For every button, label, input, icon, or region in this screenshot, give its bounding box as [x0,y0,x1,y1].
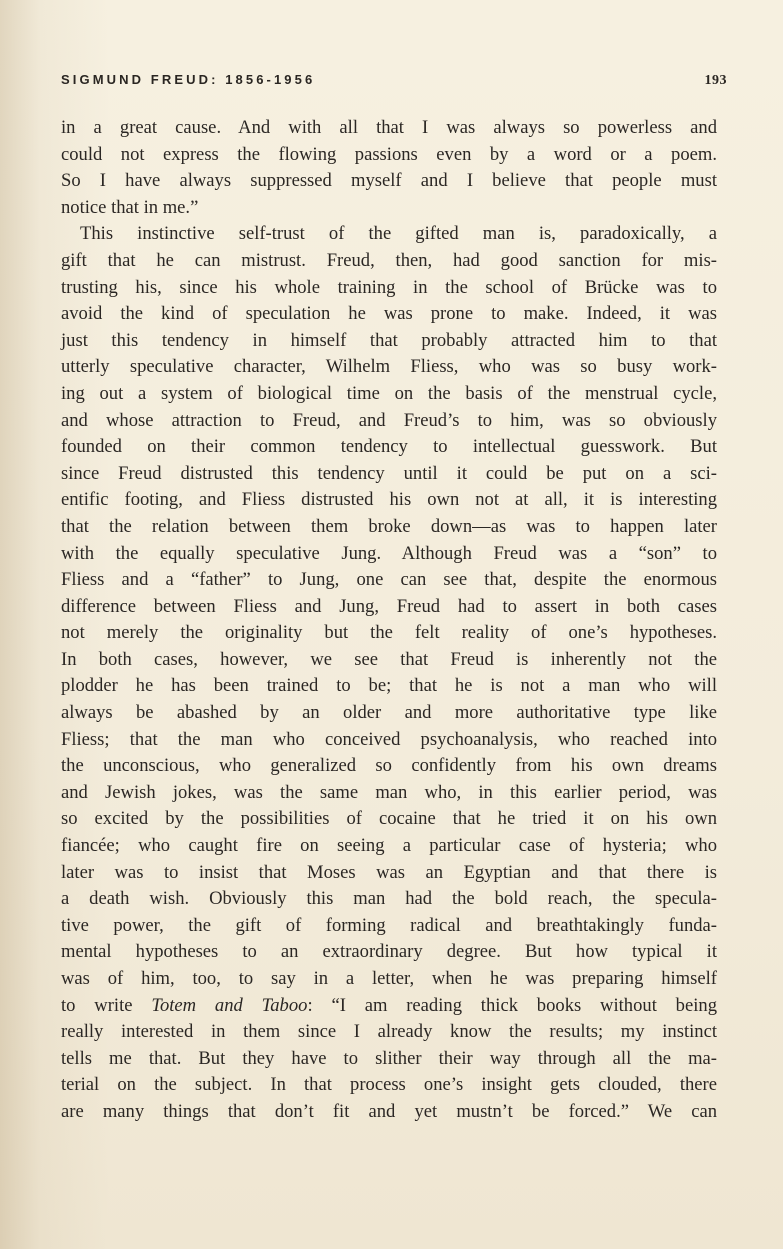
text-line: avoid the kind of speculation he was prone to make. Indeed, it was [61,303,717,325]
text-line: fiancée; who caught fire on seeing a particular case of hysteria; who [61,835,717,857]
text-line: with the equally speculative Jung. Although Freud was a “son” to [61,542,717,564]
text-line: could not express the flowing passions even by a word or a poem. [61,143,717,165]
running-title: SIGMUND FREUD: 1856-1956 [61,72,316,87]
text-line: really interested in them since I already know the results; my instinct [61,1021,717,1043]
text-line: utterly speculative character, Wilhelm Fliess, who was so busy work- [61,356,717,378]
text-line: and Jewish jokes, was the same man who, in this earlier period, was [61,781,717,803]
text-line: and whose attraction to Freud, and Freud’s to him, was so obviously [61,409,717,431]
text-line: since Freud distrusted this tendency until it could be put on a sci- [61,462,717,484]
text-line: Fliess; that the man who conceived psychoanalysis, who reached into [61,728,717,750]
text-line: not merely the originality but the felt reality of one’s hypotheses. [61,622,717,644]
page-number: 193 [704,73,727,88]
text-line: just this tendency in himself that probably attracted him to that [61,329,717,351]
text-line: In both cases, however, we see that Freud is inherently not the [61,648,717,670]
text-line-with-title [61,993,717,1020]
text-line: was of him, too, to say in a letter, when he was preparing himself [61,968,717,989]
text-line: trusting his, since his whole training in the school of Brücke was to [61,276,717,298]
text-line: Fliess and a “father” to Jung, one can see that, despite the enormous [61,569,717,591]
body-text [61,115,717,1126]
text-line: founded on their common tendency to intellectual guesswork. But [61,436,717,458]
text-line: entific footing, and Fliess distrusted his own not at all, it is interesting [61,489,717,511]
text-line: So I have always suppressed myself and I believe that people must [61,170,717,192]
text-line-end: : “I am reading thick books without being [307,994,717,1016]
text-line: mental hypotheses to an extraordinary degree. But how typical it [61,941,717,963]
text-line: the unconscious, who generalized so confidently from his own dreams [61,755,717,777]
text-line: so excited by the possibilities of cocaine that he tried it on his own [61,808,717,830]
text-line: gift that he can mistrust. Freud, then, had good sanction for mis- [61,249,717,271]
text-line: difference between Fliess and Jung, Freud had to assert in both cases [61,595,717,617]
text-line: ing out a system of biological time on the basis of the menstrual cycle, [61,382,717,404]
text-line-start: to write [61,994,152,1016]
text-line: plodder he has been trained to be; that he is not a man who will [61,675,717,697]
text-line: tive power, the gift of forming radical and breathtakingly funda- [61,914,717,936]
text-line: tells me that. But they have to slither their way through all the ma- [61,1047,717,1069]
text-line: terial on the subject. In that process one’s insight gets clouded, there [61,1074,717,1096]
text-line: are many things that don’t fit and yet mustn’t be forced.” We can [61,1100,717,1122]
text-line: a death wish. Obviously this man had the bold reach, the specula- [61,888,717,910]
book-title: Totem and Taboo [151,994,308,1016]
text-line: in a great cause. And with all that I was always so powerless and [61,117,717,138]
text-line: later was to insist that Moses was an Egyptian and that there is [61,861,717,883]
text-line: notice that in me.” [61,196,199,218]
text-line: always be abashed by an older and more authoritative type like [61,702,717,724]
text-line: that the relation between them broke down—as was to happen later [61,515,717,537]
running-head [61,72,727,94]
text-line: This instinctive self-trust of the gifted man is, paradoxically, a [80,223,717,245]
